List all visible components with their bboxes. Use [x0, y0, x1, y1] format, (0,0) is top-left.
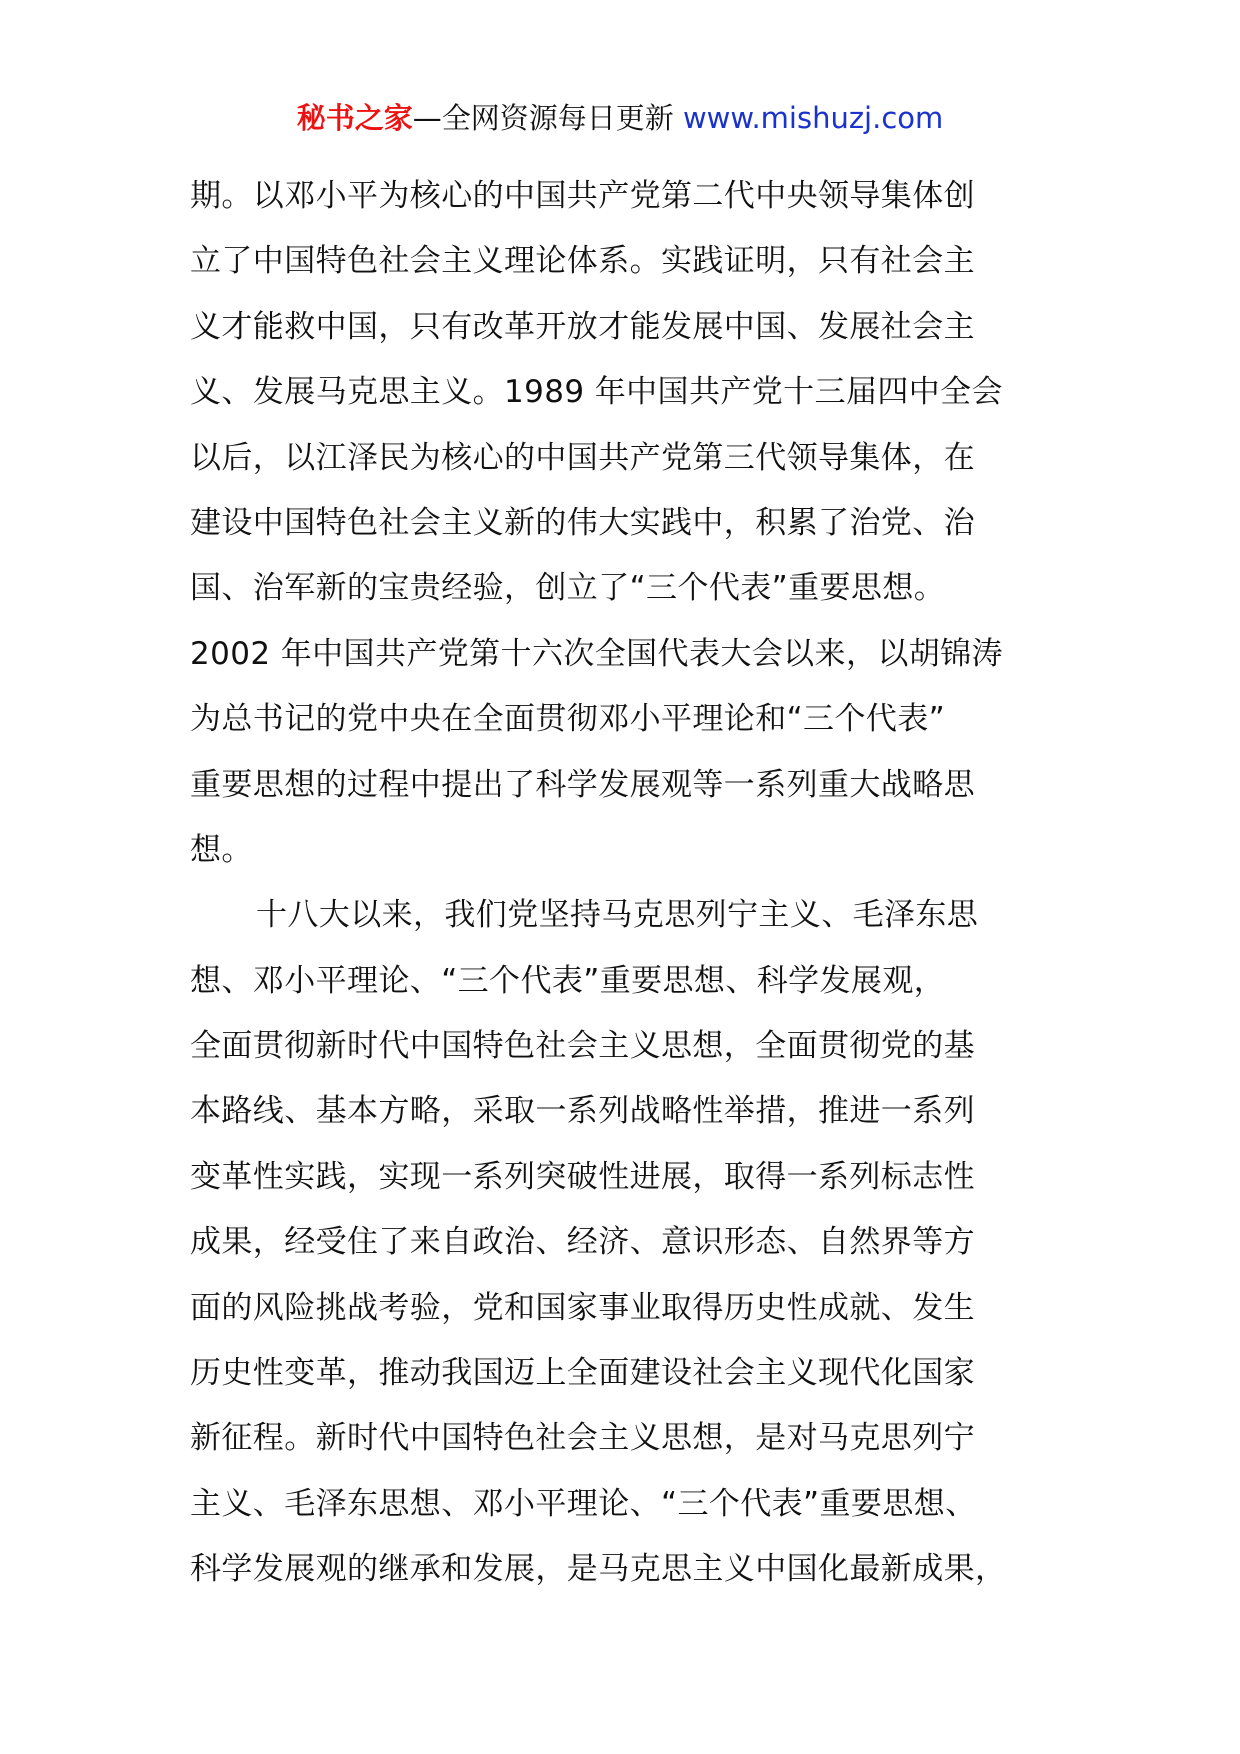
text-line: 重要思想的过程中提出了科学发展观等一系列重大战略思 — [190, 766, 975, 803]
text-line: 本路线、基本方略，采取一系列战略性举措，推进一系列 — [190, 1093, 975, 1130]
text-line: 2002 年中国共产党第十六次全国代表大会以来，以胡锦涛 — [190, 635, 1003, 672]
text-line: 为总书记的党中央在全面贯彻邓小平理论和“三个代表” — [190, 701, 946, 738]
text-line: 主义、毛泽东思想、邓小平理论、“三个代表”重要思想、 — [190, 1485, 977, 1522]
header-tagline: —全网资源每日更新 — [412, 101, 683, 135]
text-line: 想、邓小平理论、“三个代表”重要思想、科学发展观， — [190, 962, 946, 999]
paragraph-first-line: 十八大以来，我们党坚持马克思列宁主义、毛泽东思 — [256, 897, 979, 934]
text-line: 历史性变革，推动我国迈上全面建设社会主义现代化国家 — [190, 1355, 975, 1392]
text-line: 科学发展观的继承和发展，是马克思主义中国化最新成果， — [190, 1551, 1007, 1588]
document-body — [190, 164, 1060, 1603]
text-line: 全面贯彻新时代中国特色社会主义思想，全面贯彻党的基 — [190, 1028, 975, 1065]
text-line: 新征程。新时代中国特色社会主义思想，是对马克思列宁 — [190, 1420, 975, 1457]
text-line: 建设中国特色社会主义新的伟大实践中，积累了治党、治 — [190, 504, 975, 541]
text-line: 以后，以江泽民为核心的中国共产党第三代领导集体，在 — [190, 439, 975, 476]
text-line: 面的风险挑战考验，党和国家事业取得历史性成就、发生 — [190, 1289, 975, 1326]
text-line: 想。 — [190, 831, 253, 868]
text-line: 义、发展马克思主义。1989 年中国共产党十三届四中全会 — [190, 374, 1003, 411]
site-url-link[interactable]: www.mishuzj.com — [682, 101, 944, 135]
text-line: 期。以邓小平为核心的中国共产党第二代中央领导集体创 — [190, 178, 975, 214]
text-line: 立了中国特色社会主义理论体系。实践证明，只有社会主 — [190, 243, 975, 280]
text-line: 变革性实践，实现一系列突破性进展，取得一系列标志性 — [190, 1158, 975, 1195]
text-line: 成果，经受住了来自政治、经济、意识形态、自然界等方 — [190, 1224, 975, 1261]
page-header — [0, 98, 1240, 138]
brand-name: 秘书之家 — [296, 101, 413, 135]
text-line: 国、治军新的宝贵经验，创立了“三个代表”重要思想。 — [190, 570, 946, 607]
text-line: 义才能救中国，只有改革开放才能发展中国、发展社会主 — [190, 308, 975, 345]
